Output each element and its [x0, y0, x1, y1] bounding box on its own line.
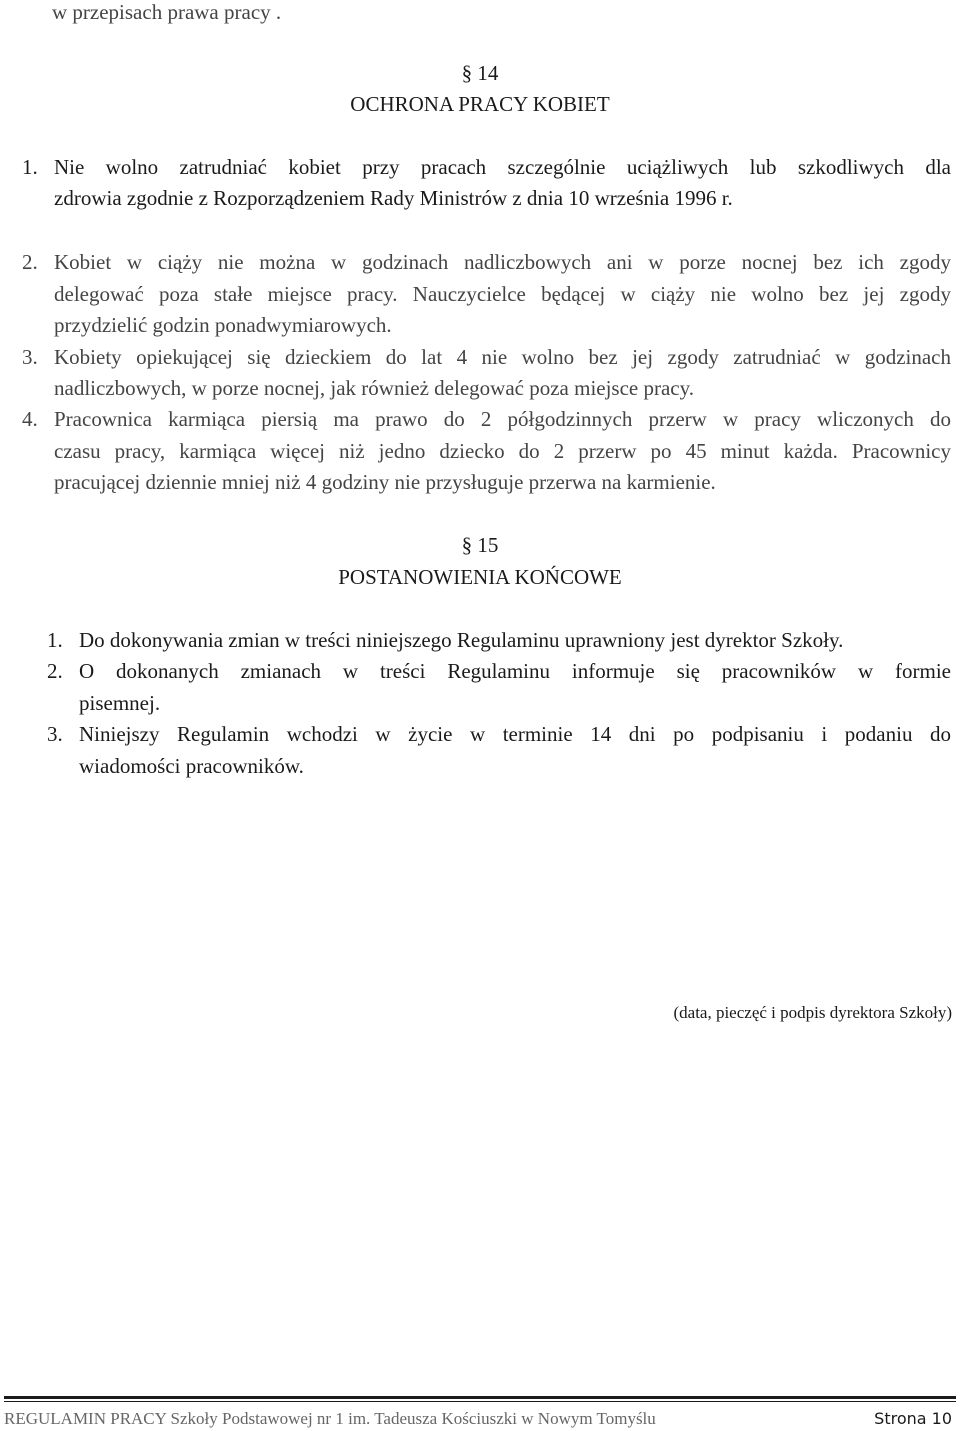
- s14-item-3-number: 3.: [22, 345, 38, 369]
- s14-item-1-number: 1.: [22, 155, 38, 179]
- section-15-number: § 15: [461, 533, 499, 557]
- s15-item-1-line-1: Do dokonywania zmian w treści niniejszego Regulaminu uprawniony jest dyrektor Szkoły.: [79, 628, 844, 652]
- s14-item-3-line-1: Kobiety opiekującej się dzieckiem do lat 4 nie wolno bez jej zgody zatrudniać w godzinach: [54, 345, 951, 369]
- s15-item-2-line-2: pisemnej.: [79, 691, 161, 715]
- footer-rule: [4, 1396, 956, 1399]
- s14-item-4-line-3: pracującej dziennie mniej niż 4 godziny nie przysługuje przerwa na karmienie.: [54, 470, 716, 494]
- s14-item-2-line-3: przydzielić godzin ponadwymiarowych.: [54, 313, 392, 337]
- s15-item-3-number: 3.: [47, 722, 63, 746]
- footer-rule-thin: [4, 1401, 956, 1402]
- s15-item-3-line-2: wiadomości pracowników.: [79, 754, 304, 778]
- s14-item-4-line-1: Pracownica karmiąca piersią ma prawo do 2 półgodzinnych przerw w pracy wliczonych do: [54, 407, 951, 431]
- s14-item-1-line-2: zdrowia zgodnie z Rozporządzeniem Rady Ministrów z dnia 10 września 1996 r.: [54, 186, 733, 210]
- footer-document-title: REGULAMIN PRACY Szkoły Podstawowej nr 1 im. Tadeusza Kościuszki w Nowym Tomyślu: [4, 1409, 656, 1428]
- s14-item-4-line-2: czasu pracy, karmiąca więcej niż jedno dziecko do 2 przerw po 45 minut każda. Pracownicy: [54, 439, 951, 463]
- s15-item-2-line-1: O dokonanych zmianach w treści Regulaminu informuje się pracowników w formie: [79, 659, 951, 683]
- footer-page-number: Strona 10: [874, 1409, 952, 1428]
- s14-item-4-number: 4.: [22, 407, 38, 431]
- s14-item-1-line-1: Nie wolno zatrudniać kobiet przy pracach szczególnie uciążliwych lub szkodliwych dla: [54, 155, 951, 179]
- s14-item-2-number: 2.: [22, 250, 38, 274]
- continued-text: w przepisach prawa pracy .: [52, 0, 282, 24]
- s14-item-3-line-2: nadliczbowych, w porze nocnej, jak również delegować poza miejsce pracy.: [54, 376, 695, 400]
- signature-caption: (data, pieczęć i podpis dyrektora Szkoły): [673, 1003, 952, 1022]
- section-14-title: OCHRONA PRACY KOBIET: [350, 92, 610, 116]
- s15-item-1-number: 1.: [47, 628, 63, 652]
- section-15-title: POSTANOWIENIA KOŃCOWE: [338, 565, 622, 589]
- section-14-number: § 14: [461, 61, 499, 85]
- s15-item-3-line-1: Niniejszy Regulamin wchodzi w życie w terminie 14 dni po podpisaniu i podaniu do: [79, 722, 951, 746]
- s14-item-2-line-2: delegować poza stałe miejsce pracy. Nauczycielce będącej w ciąży nie wolno bez jej zgody: [54, 282, 951, 306]
- s14-item-2-line-1: Kobiet w ciąży nie można w godzinach nadliczbowych ani w porze nocnej bez ich zgody: [54, 250, 951, 274]
- s15-item-2-number: 2.: [47, 659, 63, 683]
